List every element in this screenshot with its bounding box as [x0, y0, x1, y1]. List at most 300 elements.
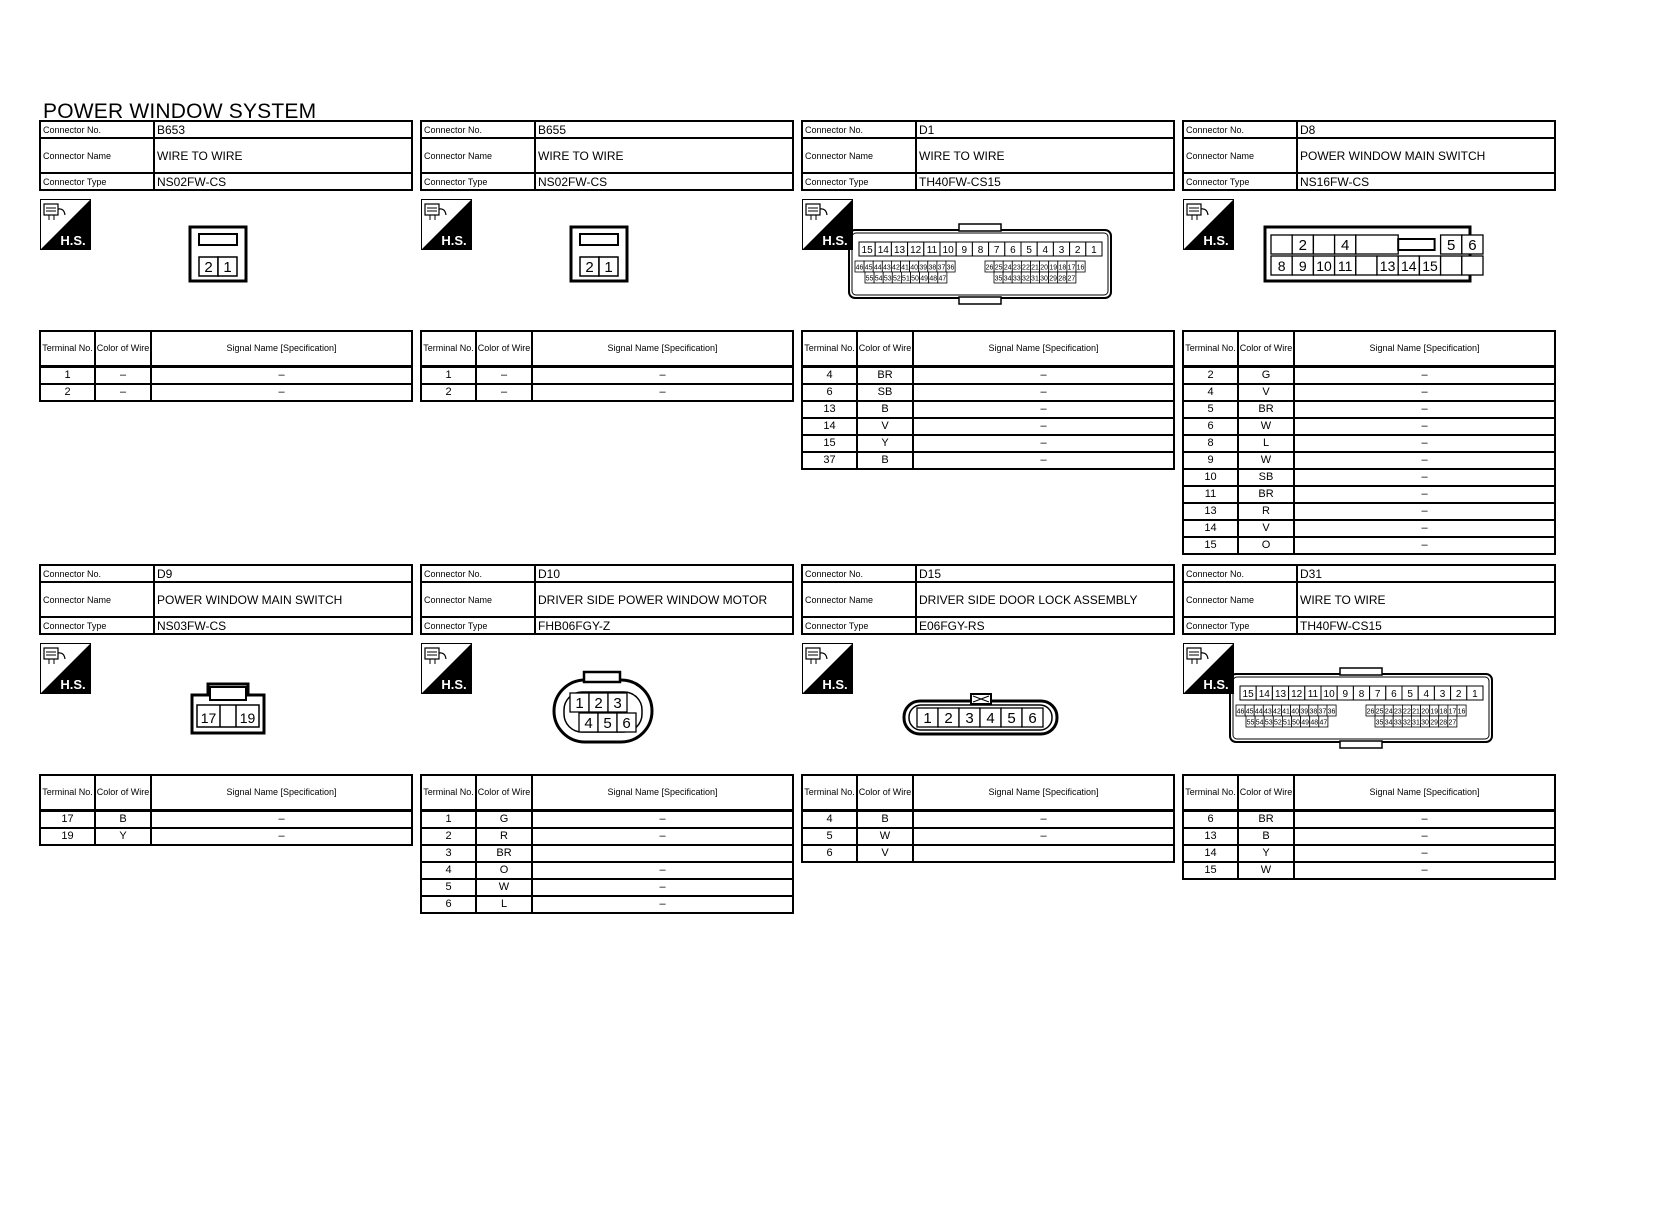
pin-label: 38 — [1309, 708, 1318, 716]
pin-label: 52 — [1273, 719, 1282, 727]
terminal-table — [39, 330, 413, 402]
table-row — [1183, 811, 1555, 829]
connector-d15 — [801, 564, 1175, 994]
signal-name-header: Signal Name [Specification] — [913, 775, 1174, 811]
pin-label: 7 — [1374, 689, 1381, 700]
pin-label: 13 — [1379, 258, 1396, 274]
pin-label: 6 — [622, 715, 631, 732]
terminal-no: 17 — [40, 811, 95, 829]
table-row — [1183, 401, 1555, 418]
connector-type-label: Connector Type — [802, 617, 916, 634]
table-row — [1183, 828, 1555, 845]
signal-name: – — [1294, 469, 1555, 486]
wire-color: W — [1238, 418, 1294, 435]
connector-header — [801, 120, 1175, 191]
pin-label: 19 — [239, 710, 256, 726]
hs-badge-label: H.S. — [441, 233, 467, 248]
connector-b653 — [39, 120, 413, 550]
pin-label: 54 — [874, 275, 883, 283]
pin-label: 18 — [1058, 264, 1067, 272]
pin-label: 8 — [977, 245, 984, 256]
color-of-wire-header: Color of Wire — [476, 331, 532, 367]
signal-name: – — [913, 401, 1174, 418]
pin-label: 28 — [1439, 719, 1448, 727]
pin-label: 33 — [1012, 275, 1021, 283]
connector-name-value: WIRE TO WIRE — [535, 138, 793, 173]
hs-badge-label: H.S. — [1203, 233, 1229, 248]
color-of-wire-header: Color of Wire — [857, 775, 913, 811]
connector-d31 — [1182, 564, 1556, 994]
wire-color: V — [857, 845, 913, 862]
connector-face-diagram — [801, 634, 1175, 794]
harness-side-icon — [1183, 199, 1234, 250]
connector-d1 — [801, 120, 1175, 550]
pin-label: 4 — [584, 715, 593, 732]
pin-label: 2 — [1455, 689, 1462, 700]
pin-label: 19 — [1049, 264, 1058, 272]
signal-name: – — [1294, 520, 1555, 537]
pin-label: 31 — [1031, 275, 1039, 283]
pin-label: 2 — [585, 259, 594, 276]
terminal-no-header: Terminal No. — [802, 775, 857, 811]
wire-color: B — [95, 811, 151, 829]
pin-label: 12 — [910, 245, 922, 256]
connector-type-value: TH40FW-CS15 — [1297, 617, 1555, 634]
signal-name: – — [151, 828, 412, 845]
signal-name: – — [1294, 862, 1555, 879]
connector-number-label: Connector No. — [40, 565, 154, 582]
table-row — [1183, 469, 1555, 486]
connector-type-value: NS02FW-CS — [535, 173, 793, 190]
signal-name: – — [1294, 401, 1555, 418]
connector-type-value: TH40FW-CS15 — [916, 173, 1174, 190]
color-of-wire-header: Color of Wire — [1238, 331, 1294, 367]
terminal-no: 14 — [1183, 520, 1238, 537]
terminal-no-header: Terminal No. — [421, 331, 476, 367]
signal-name-header: Signal Name [Specification] — [532, 775, 793, 811]
color-of-wire-header: Color of Wire — [857, 331, 913, 367]
pin-label: 23 — [1393, 708, 1402, 716]
pin-label: 22 — [1403, 708, 1411, 716]
hs-badge-label: H.S. — [1203, 677, 1229, 692]
wire-color: R — [476, 828, 532, 845]
connector-number-label: Connector No. — [40, 121, 154, 138]
wire-color: V — [1238, 520, 1294, 537]
pin-label: 24 — [1003, 264, 1012, 272]
table-row — [1183, 418, 1555, 435]
pin-label: 49 — [920, 275, 929, 283]
pin-label: 15 — [861, 245, 873, 256]
wire-color: – — [476, 367, 532, 385]
connector-face-diagram — [801, 190, 1175, 350]
wire-color: Y — [857, 435, 913, 452]
signal-name-header: Signal Name [Specification] — [913, 331, 1174, 367]
pin-label: 9 — [961, 245, 968, 256]
wire-color: Y — [95, 828, 151, 845]
pin-label: 51 — [1283, 719, 1291, 727]
table-row — [802, 828, 1174, 845]
pin-label: 9 — [1342, 689, 1349, 700]
pin-label: 11 — [1307, 689, 1319, 700]
pin-label: 9 — [1298, 258, 1307, 274]
table-row — [421, 384, 793, 401]
connector-type-label: Connector Type — [40, 617, 154, 634]
signal-name-header: Signal Name [Specification] — [151, 331, 412, 367]
pin-label: 1 — [575, 695, 584, 712]
wire-color: O — [476, 862, 532, 879]
pin-label: 49 — [1301, 719, 1310, 727]
table-row — [802, 384, 1174, 401]
table-row — [1183, 503, 1555, 520]
signal-name: – — [913, 418, 1174, 435]
harness-side-icon — [421, 643, 472, 694]
pin-label: 8 — [1277, 258, 1286, 274]
hs-badge-label: H.S. — [822, 233, 848, 248]
wire-color: B — [857, 401, 913, 418]
signal-name — [913, 845, 1174, 862]
connector-number-value: B653 — [154, 121, 412, 138]
signal-name: – — [532, 367, 793, 385]
pin-label: 2 — [944, 710, 953, 727]
wire-color: W — [1238, 452, 1294, 469]
pin-label: 4 — [986, 710, 995, 727]
terminal-no: 2 — [421, 828, 476, 845]
signal-name: – — [913, 367, 1174, 385]
hs-badge-label: H.S. — [60, 233, 86, 248]
hs-badge-label: H.S. — [441, 677, 467, 692]
pin-label: 10 — [1316, 258, 1332, 274]
table-row — [421, 367, 793, 385]
pin-label: 25 — [994, 264, 1003, 272]
pin-label: 29 — [1049, 275, 1058, 283]
connector-type-label: Connector Type — [40, 173, 154, 190]
wire-color: BR — [1238, 811, 1294, 829]
connector-name-label: Connector Name — [1183, 582, 1297, 617]
terminal-no-header: Terminal No. — [421, 775, 476, 811]
pin-label: 50 — [911, 275, 919, 283]
signal-name: – — [1294, 435, 1555, 452]
connector-header — [420, 120, 794, 191]
pin-label: 21 — [1031, 264, 1039, 272]
terminal-no-header: Terminal No. — [1183, 331, 1238, 367]
pin-label: 32 — [1402, 719, 1411, 727]
pin-label: 15 — [1242, 689, 1254, 700]
pin-label: 2 — [1074, 245, 1081, 256]
terminal-table — [801, 330, 1175, 470]
pin-label: 20 — [1040, 264, 1049, 272]
wire-color: R — [1238, 503, 1294, 520]
table-row — [1183, 520, 1555, 537]
connector-header — [39, 564, 413, 635]
terminal-table — [801, 774, 1175, 863]
pin-label: 11 — [926, 245, 938, 256]
pin-label: 3 — [613, 695, 622, 712]
connector-name-label: Connector Name — [40, 582, 154, 617]
pin-label: 3 — [1439, 689, 1446, 700]
terminal-no: 5 — [802, 828, 857, 845]
terminal-no-header: Terminal No. — [40, 775, 95, 811]
wire-color: W — [1238, 862, 1294, 879]
pin-label: 8 — [1358, 689, 1365, 700]
signal-name: – — [532, 811, 793, 829]
connector-number-value: D9 — [154, 565, 412, 582]
table-row — [802, 367, 1174, 385]
connector-name-value: DRIVER SIDE DOOR LOCK ASSEMBLY — [916, 582, 1174, 617]
connector-number-label: Connector No. — [802, 565, 916, 582]
pin-label: 23 — [1012, 264, 1021, 272]
pin-label: 53 — [883, 275, 892, 283]
terminal-no: 11 — [1183, 486, 1238, 503]
wire-color: L — [476, 896, 532, 913]
connector-number-value: D1 — [916, 121, 1174, 138]
wire-color: SB — [1238, 469, 1294, 486]
harness-side-icon — [40, 199, 91, 250]
pin-label: 37 — [937, 264, 946, 272]
table-row — [802, 418, 1174, 435]
wire-color: BR — [1238, 486, 1294, 503]
pin-label: 55 — [865, 275, 874, 283]
connector-name-value: WIRE TO WIRE — [154, 138, 412, 173]
connector-type-value: FHB06FGY-Z — [535, 617, 793, 634]
pin-label: 36 — [1327, 708, 1336, 716]
pin-label: 2 — [594, 695, 603, 712]
pin-label: 6 — [1028, 710, 1037, 727]
table-row — [40, 367, 412, 385]
connector-name-label: Connector Name — [1183, 138, 1297, 173]
terminal-no: 1 — [421, 811, 476, 829]
pin-label: 5 — [1407, 689, 1413, 700]
harness-side-icon — [802, 199, 853, 250]
connector-face-diagram — [1182, 634, 1556, 794]
connector-number-value: B655 — [535, 121, 793, 138]
terminal-no: 14 — [802, 418, 857, 435]
terminal-table — [1182, 330, 1556, 555]
wire-color: W — [476, 879, 532, 896]
pin-label: 30 — [1421, 719, 1429, 727]
connector-name-label: Connector Name — [802, 582, 916, 617]
terminal-no-header: Terminal No. — [40, 331, 95, 367]
terminal-no: 1 — [40, 367, 95, 385]
pin-label: 19 — [1430, 708, 1439, 716]
pin-label: 17 — [200, 710, 217, 726]
terminal-no: 13 — [1183, 828, 1238, 845]
pin-label: 35 — [1375, 719, 1384, 727]
pin-label: 5 — [1007, 710, 1016, 727]
pin-label: 3 — [965, 710, 974, 727]
terminal-no: 10 — [1183, 469, 1238, 486]
color-of-wire-header: Color of Wire — [95, 775, 151, 811]
signal-name: – — [1294, 811, 1555, 829]
connector-name-value: WIRE TO WIRE — [1297, 582, 1555, 617]
connector-d10 — [420, 564, 794, 994]
pin-label: 10 — [1323, 689, 1335, 700]
pin-label: 44 — [873, 264, 882, 272]
pin-label: 27 — [1067, 275, 1076, 283]
table-row — [421, 862, 793, 879]
terminal-no: 14 — [1183, 845, 1238, 862]
connector-name-label: Connector Name — [421, 138, 535, 173]
harness-side-icon — [1183, 643, 1234, 694]
pin-label: 14 — [1258, 689, 1270, 700]
harness-side-icon — [40, 643, 91, 694]
connector-name-label: Connector Name — [421, 582, 535, 617]
color-of-wire-header: Color of Wire — [95, 331, 151, 367]
wire-color: G — [1238, 367, 1294, 385]
connector-number-label: Connector No. — [421, 121, 535, 138]
signal-name: – — [532, 384, 793, 401]
connector-face-diagram — [39, 190, 413, 350]
signal-name: – — [1294, 486, 1555, 503]
signal-name: – — [1294, 828, 1555, 845]
pin-label: 26 — [985, 264, 994, 272]
terminal-no: 15 — [1183, 862, 1238, 879]
table-row — [421, 811, 793, 829]
pin-label: 10 — [942, 245, 954, 256]
pin-label: 17 — [1448, 708, 1457, 716]
terminal-no: 13 — [802, 401, 857, 418]
connector-type-label: Connector Type — [1183, 173, 1297, 190]
signal-name: – — [532, 862, 793, 879]
signal-name: – — [151, 384, 412, 401]
wire-color: BR — [1238, 401, 1294, 418]
connector-number-value: D8 — [1297, 121, 1555, 138]
terminal-no: 5 — [1183, 401, 1238, 418]
wire-color: L — [1238, 435, 1294, 452]
wire-color: B — [857, 811, 913, 829]
wire-color: – — [95, 384, 151, 401]
terminal-no: 2 — [40, 384, 95, 401]
signal-name: – — [1294, 418, 1555, 435]
table-row — [421, 896, 793, 913]
wire-color: B — [857, 452, 913, 469]
pin-label: 17 — [1067, 264, 1076, 272]
wire-color: – — [476, 384, 532, 401]
pin-label: 12 — [1291, 689, 1303, 700]
pin-label: 35 — [994, 275, 1003, 283]
signal-name: – — [1294, 537, 1555, 554]
pin-label: 50 — [1292, 719, 1300, 727]
pin-label: 46 — [1236, 708, 1245, 716]
terminal-no: 5 — [421, 879, 476, 896]
color-of-wire-header: Color of Wire — [476, 775, 532, 811]
pin-label: 27 — [1448, 719, 1457, 727]
signal-name: – — [1294, 384, 1555, 401]
signal-name: – — [532, 896, 793, 913]
pin-label: 1 — [1091, 245, 1097, 256]
table-row — [421, 845, 793, 862]
connector-name-value: POWER WINDOW MAIN SWITCH — [154, 582, 412, 617]
terminal-table — [39, 774, 413, 846]
connector-number-label: Connector No. — [802, 121, 916, 138]
table-row — [1183, 486, 1555, 503]
pin-label: 40 — [910, 264, 919, 272]
pin-label: 45 — [864, 264, 873, 272]
connector-d8 — [1182, 120, 1556, 550]
pin-label: 6 — [1468, 237, 1477, 254]
pin-label: 21 — [1412, 708, 1420, 716]
pin-label: 33 — [1393, 719, 1402, 727]
terminal-no: 15 — [802, 435, 857, 452]
connector-type-label: Connector Type — [1183, 617, 1297, 634]
pin-label: 34 — [1384, 719, 1393, 727]
wire-color: V — [1238, 384, 1294, 401]
pin-label: 48 — [1310, 719, 1319, 727]
pin-label: 45 — [1245, 708, 1254, 716]
hs-badge-label: H.S. — [822, 677, 848, 692]
connector-number-label: Connector No. — [1183, 121, 1297, 138]
wire-color: G — [476, 811, 532, 829]
pin-label: 20 — [1421, 708, 1430, 716]
connector-type-value: NS02FW-CS — [154, 173, 412, 190]
signal-name: – — [532, 828, 793, 845]
pin-label: 30 — [1040, 275, 1048, 283]
wire-color: SB — [857, 384, 913, 401]
connector-number-label: Connector No. — [1183, 565, 1297, 582]
table-row — [802, 435, 1174, 452]
pin-label: 16 — [1457, 708, 1466, 716]
connector-type-value: NS16FW-CS — [1297, 173, 1555, 190]
connector-face-diagram — [420, 190, 794, 350]
pin-label: 4 — [1341, 237, 1350, 254]
connector-type-label: Connector Type — [421, 617, 535, 634]
pin-label: 4 — [1423, 689, 1430, 700]
signal-name: – — [1294, 367, 1555, 385]
pin-label: 53 — [1264, 719, 1273, 727]
signal-name: – — [1294, 452, 1555, 469]
terminal-no: 6 — [802, 845, 857, 862]
table-row — [802, 845, 1174, 862]
signal-name: – — [1294, 503, 1555, 520]
signal-name: – — [532, 879, 793, 896]
table-row — [40, 828, 412, 845]
wire-color: BR — [476, 845, 532, 862]
pin-label: 41 — [1282, 708, 1290, 716]
connector-number-value: D10 — [535, 565, 793, 582]
pin-label: 7 — [993, 245, 1000, 256]
signal-name-header: Signal Name [Specification] — [151, 775, 412, 811]
signal-name-header: Signal Name [Specification] — [1294, 775, 1555, 811]
table-row — [1183, 537, 1555, 554]
pin-label: 1 — [923, 710, 932, 727]
pin-label: 44 — [1254, 708, 1263, 716]
wire-color: O — [1238, 537, 1294, 554]
signal-name: – — [913, 811, 1174, 829]
terminal-no: 1 — [421, 367, 476, 385]
pin-label: 37 — [1318, 708, 1327, 716]
connector-face-diagram — [39, 634, 413, 794]
pin-label: 48 — [929, 275, 938, 283]
terminal-no: 2 — [1183, 367, 1238, 385]
hs-badge-label: H.S. — [60, 677, 86, 692]
connector-name-value: POWER WINDOW MAIN SWITCH — [1297, 138, 1555, 173]
wire-color: V — [857, 418, 913, 435]
terminal-no: 6 — [421, 896, 476, 913]
pin-label: 5 — [603, 715, 612, 732]
pin-label: 26 — [1366, 708, 1375, 716]
pin-label: 22 — [1022, 264, 1030, 272]
terminal-no: 4 — [1183, 384, 1238, 401]
table-row — [1183, 845, 1555, 862]
connector-b655 — [420, 120, 794, 550]
pin-label: 38 — [928, 264, 937, 272]
page-title: POWER WINDOW SYSTEM — [43, 100, 317, 123]
pin-label: 1 — [604, 259, 613, 276]
connector-face-diagram — [420, 634, 794, 794]
signal-name: – — [151, 811, 412, 829]
terminal-no: 37 — [802, 452, 857, 469]
wire-color: Y — [1238, 845, 1294, 862]
connector-number-value: D31 — [1297, 565, 1555, 582]
